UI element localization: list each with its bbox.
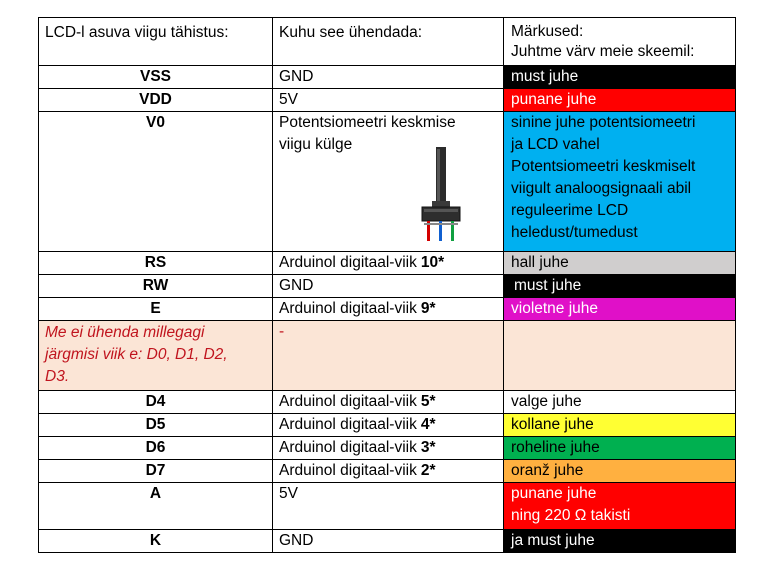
note-line: Potentsiomeetri keskmiselt xyxy=(511,158,696,175)
note-line: järgmisi viik e: D0, D1, D2, xyxy=(45,346,228,363)
pin-name: D7 xyxy=(39,460,273,483)
note-line: heledust/tumedust xyxy=(511,224,638,241)
note-cell: kollane juhe xyxy=(504,414,736,437)
pin-name: RS xyxy=(39,252,273,275)
lcd-pin-table xyxy=(38,17,736,553)
note-line: ja LCD vahel xyxy=(511,136,600,153)
pin-name: D4 xyxy=(39,391,273,414)
pin-number: 10* xyxy=(420,254,445,271)
connect-cell: Arduinol digitaal-viik 4* xyxy=(273,414,504,437)
connect-line: viigu külge xyxy=(279,136,353,153)
table-row xyxy=(39,460,736,483)
note-cell: punane juhe xyxy=(504,89,736,112)
table-row xyxy=(39,66,736,89)
connect-cell: 5V xyxy=(273,483,504,530)
note-line: sinine juhe potentsiomeetri xyxy=(511,114,696,131)
note-cell xyxy=(504,321,736,391)
pin-name: VSS xyxy=(39,66,273,89)
table-row xyxy=(39,483,736,530)
connect-cell: GND xyxy=(273,530,504,553)
table-row xyxy=(39,530,736,553)
connect-line: Potentsiomeetri keskmise xyxy=(279,114,456,131)
connect-cell: Arduinol digitaal-viik 5* xyxy=(273,391,504,414)
pin-name: E xyxy=(39,298,273,321)
table-row xyxy=(39,89,736,112)
note-cell xyxy=(504,483,736,530)
connect-cell xyxy=(273,112,504,252)
connect-cell: GND xyxy=(273,66,504,89)
pin-number: 5* xyxy=(420,393,436,410)
table-row xyxy=(39,437,736,460)
connect-cell: GND xyxy=(273,275,504,298)
pin-name: V0 xyxy=(39,112,273,252)
note-cell: hall juhe xyxy=(504,252,736,275)
pin-number: 2* xyxy=(420,462,436,479)
note-cell: valge juhe xyxy=(504,391,736,414)
note-line: D3. xyxy=(45,368,70,385)
table-row xyxy=(39,391,736,414)
pin-name: A xyxy=(39,483,273,530)
connect-cell: Arduinol digitaal-viik 2* xyxy=(273,460,504,483)
note-cell: roheline juhe xyxy=(504,437,736,460)
note-cell: violetne juhe xyxy=(504,298,736,321)
table-row xyxy=(39,275,736,298)
connect-cell: Arduinol digitaal-viik 3* xyxy=(273,437,504,460)
header-connect: Kuhu see ühendada: xyxy=(273,18,504,66)
table-row xyxy=(39,298,736,321)
header-notes: Märkused: Juhtme värv meie skeemil: xyxy=(504,18,736,66)
connect-cell: - xyxy=(273,321,504,391)
note-cell: ja must juhe xyxy=(504,530,736,553)
pin-number: 4* xyxy=(420,416,436,433)
note-cell: oranž juhe xyxy=(504,460,736,483)
note-line: reguleerime LCD xyxy=(511,202,629,219)
note-line: punane juhe xyxy=(511,485,597,502)
pin-name: RW xyxy=(39,275,273,298)
connect-cell: Arduinol digitaal-viik 9* xyxy=(273,298,504,321)
pin-name: D5 xyxy=(39,414,273,437)
potentiometer-image xyxy=(416,147,466,243)
note-cell xyxy=(504,112,736,252)
note-cell: must juhe xyxy=(504,66,736,89)
table-header-row xyxy=(39,18,736,66)
pin-name: VDD xyxy=(39,89,273,112)
unconnected-note xyxy=(39,321,273,391)
table-row xyxy=(39,112,736,252)
pin-number: 9* xyxy=(420,300,436,317)
pin-name: K xyxy=(39,530,273,553)
note-cell: must juhe xyxy=(504,275,736,298)
pin-number: 3* xyxy=(420,439,436,456)
note-line: ning 220 Ω takisti xyxy=(511,507,631,524)
connect-cell: 5V xyxy=(273,89,504,112)
table-row xyxy=(39,252,736,275)
pin-name: D6 xyxy=(39,437,273,460)
connect-cell: Arduinol digitaal-viik 10* xyxy=(273,252,504,275)
note-line: Me ei ühenda millegagi xyxy=(45,324,205,341)
note-line: viigult analoogsignaali abil xyxy=(511,180,692,197)
table-row xyxy=(39,414,736,437)
table-row xyxy=(39,321,736,391)
header-pin: LCD-l asuva viigu tähistus: xyxy=(39,18,273,66)
